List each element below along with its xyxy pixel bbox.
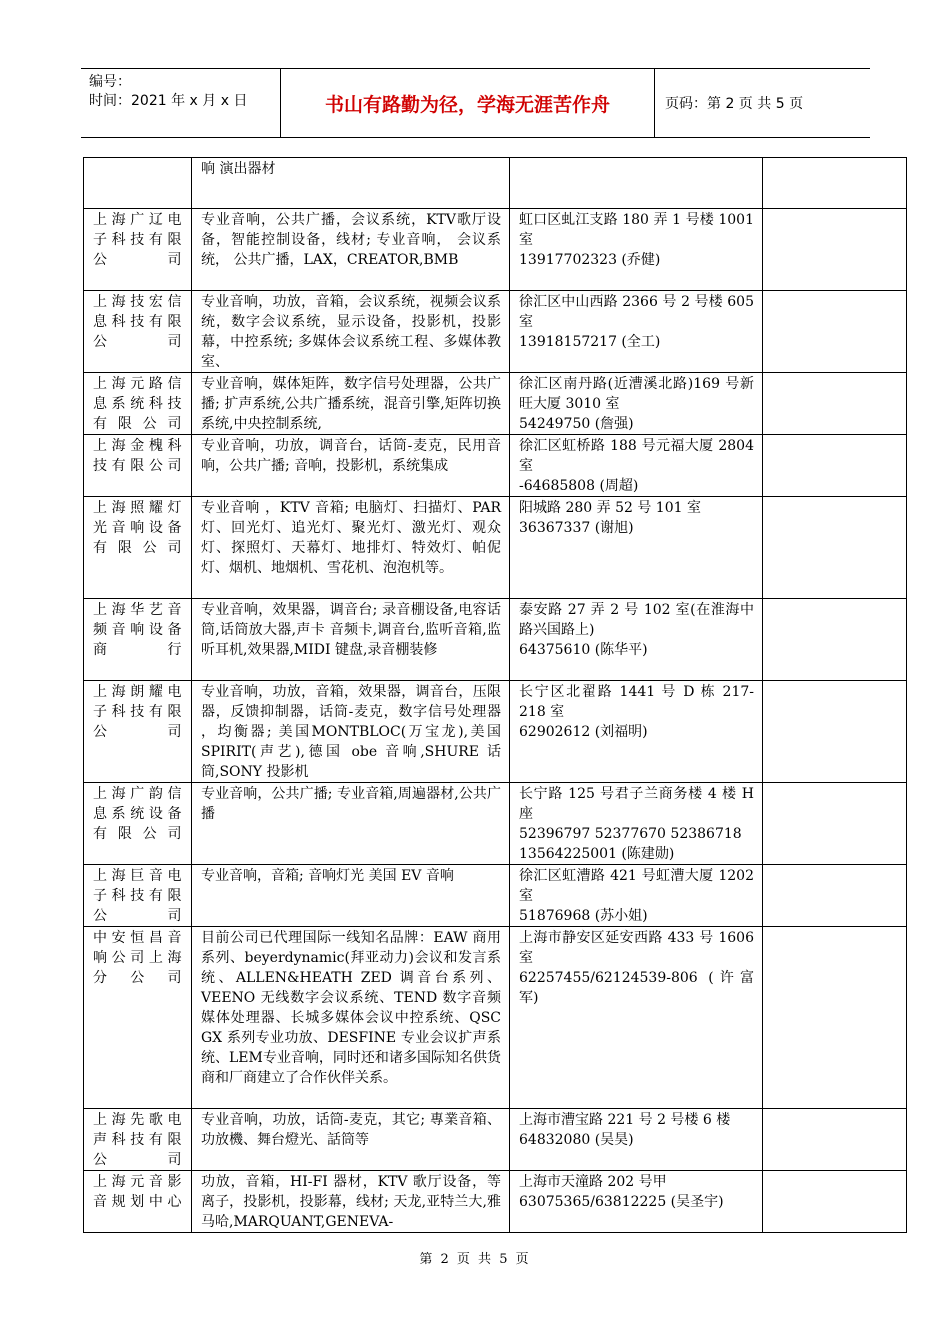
products-cell: 专业音响，功放，话筒-麦克，其它; 專業音箱、功放機、舞台燈光、話筒等 bbox=[192, 1109, 510, 1171]
company-name-cell: 上海金槐科技有限公司 bbox=[84, 435, 192, 497]
address-contact-cell: 长宁路 125 号君子兰商务楼 4 楼 H 座 52396797 52377670 52386718 13564225001 (陈建勋) bbox=[510, 783, 763, 865]
empty-cell bbox=[763, 1171, 907, 1233]
company-name-cell: 上海广辽电子科技有限公司 bbox=[84, 209, 192, 291]
address-contact-cell: 上海市静安区延安西路 433 号 1606 室 62257455/62124539-806 (许富军) bbox=[510, 927, 763, 1109]
table-row bbox=[84, 1109, 907, 1171]
address-contact-cell: 徐汇区虹桥路 188 号元福大厦 2804 室 -64685808 (周超) bbox=[510, 435, 763, 497]
company-name-cell: 上海照耀灯光音响设备有限公司 bbox=[84, 497, 192, 599]
products-cell: 响 演出器材 bbox=[192, 158, 510, 209]
table-row bbox=[84, 435, 907, 497]
table-row bbox=[84, 865, 907, 927]
table-row bbox=[84, 1171, 907, 1233]
table-row bbox=[84, 373, 907, 435]
header-page-indicator: 页码：第 2 页 共 5 页 bbox=[665, 96, 804, 112]
empty-cell bbox=[763, 158, 907, 209]
company-name-cell: 中安恒昌音响公司上海分公司 bbox=[84, 927, 192, 1109]
company-name-cell: 上海技宏信息科技有限公司 bbox=[84, 291, 192, 373]
empty-cell bbox=[763, 681, 907, 783]
address-contact-cell: 徐汇区南丹路(近漕溪北路)169 号新旺大厦 3010 室 54249750 (詹强) bbox=[510, 373, 763, 435]
company-name-cell bbox=[84, 158, 192, 209]
table-row bbox=[84, 599, 907, 681]
empty-cell bbox=[763, 291, 907, 373]
supplier-table bbox=[83, 157, 907, 1233]
address-contact-cell: 虹口区虬江支路 180 弄 1 号楼 1001 室 13917702323 (乔健) bbox=[510, 209, 763, 291]
products-cell: 目前公司已代理国际一线知名品牌：EAW 商用系列、beyerdynamic(拜亚动力)会议和发言系统、ALLEN&HEATH ZED 调音台系列、VEENO 无线数字会议系统、TEND 数字音频媒体处理器、长城多媒体会议中控系统、QSC GX 系列专业功放、DESFINE 专业会议扩声系统、LEM专业音响，同时还和诸多国际知名供货商和厂商建立了合作伙伴关系。 bbox=[192, 927, 510, 1109]
address-contact-cell: 徐汇区虹漕路 421 号虹漕大厦 1202 室 51876968 (苏小姐) bbox=[510, 865, 763, 927]
table-row bbox=[84, 209, 907, 291]
products-cell: 专业音响 ，KTV 音箱; 电脑灯、扫描灯、PAR 灯、回光灯、追光灯、聚光灯、激光灯、观众灯、探照灯、天幕灯、地排灯、特效灯、帕伲灯、烟机、地烟机、雪花机、泡泡机等。 bbox=[192, 497, 510, 599]
products-cell: 专业音响，公共广播，会议系统，KTV歌厅设备，智能控制设备，线材; 专业音响， 会议系统， 公共广播，LAX，CREATOR,BMB bbox=[192, 209, 510, 291]
empty-cell bbox=[763, 599, 907, 681]
empty-cell bbox=[763, 497, 907, 599]
company-name-cell: 上海朗耀电子科技有限公司 bbox=[84, 681, 192, 783]
company-name-cell: 上海华艺音频音响设备商行 bbox=[84, 599, 192, 681]
company-name-cell: 上海元路信息系统科技有限公司 bbox=[84, 373, 192, 435]
header-motto: 书山有路勤为径，学海无涯苦作舟 bbox=[281, 69, 655, 137]
products-cell: 专业音响，音箱; 音响灯光 美国 EV 音响 bbox=[192, 865, 510, 927]
document-number-label: 编号： bbox=[89, 74, 131, 90]
address-contact-cell bbox=[510, 158, 763, 209]
company-name-cell: 上海巨音电子科技有限公司 bbox=[84, 865, 192, 927]
company-name-cell: 上海元音影音规划中心 bbox=[84, 1171, 192, 1233]
empty-cell bbox=[763, 435, 907, 497]
address-contact-cell: 徐汇区中山西路 2366 号 2 号楼 605 室 13918157217 (全工) bbox=[510, 291, 763, 373]
address-contact-cell: 长宁区北翟路 1441 号 D 栋 217-218 室 62902612 (刘福明) bbox=[510, 681, 763, 783]
products-cell: 专业音响，效果器，调音台; 录音棚设备,电容话筒,话筒放大器,声卡 音频卡,调音台,监听音箱,监听耳机,效果器,MIDI 键盘,录音棚装修 bbox=[192, 599, 510, 681]
page-header bbox=[81, 68, 870, 138]
empty-cell bbox=[763, 783, 907, 865]
products-cell: 功放，音箱，HI-FI 器材，KTV 歌厅设备，等离子，投影机，投影幕，线材; 天龙,亚特兰大,雅马哈,MARQUANT,GENEVA- bbox=[192, 1171, 510, 1233]
address-contact-cell: 上海市漕宝路 221 号 2 号楼 6 楼 64832080 (吴昊) bbox=[510, 1109, 763, 1171]
products-cell: 专业音响，功放，音箱，会议系统，视频会议系统，数字会议系统，显示设备，投影机，投影幕，中控系统; 多媒体会议系统工程、多媒体教室、 bbox=[192, 291, 510, 373]
table-row bbox=[84, 291, 907, 373]
address-contact-cell: 泰安路 27 弄 2 号 102 室(在淮海中路兴国路上) 64375610 (陈华平) bbox=[510, 599, 763, 681]
table-row bbox=[84, 927, 907, 1109]
empty-cell bbox=[763, 927, 907, 1109]
header-meta bbox=[81, 69, 281, 137]
document-date-label: 时间：2021 年 x 月 x 日 bbox=[89, 93, 248, 109]
empty-cell bbox=[763, 209, 907, 291]
address-contact-cell: 上海市天潼路 202 号甲 63075365/63812225 (吴圣宇) bbox=[510, 1171, 763, 1233]
table-row bbox=[84, 783, 907, 865]
products-cell: 专业音响，媒体矩阵，数字信号处理器，公共广播; 扩声系统,公共广播系统，混音引擎,矩阵切换系统,中央控制系统, bbox=[192, 373, 510, 435]
products-cell: 专业音响，公共广播; 专业音箱,周遍器材,公共广播 bbox=[192, 783, 510, 865]
empty-cell bbox=[763, 373, 907, 435]
table-row bbox=[84, 681, 907, 783]
products-cell: 专业音响，功放，音箱，效果器，调音台，压限器，反馈抑制器，话筒-麦克，数字信号处理器 ，均衡器; 美国MONTBLOC(万宝龙),美国 SPIRIT(声艺),德国 obe 音响,SHURE 话筒,SONY 投影机 bbox=[192, 681, 510, 783]
products-cell: 专业音响，功放，调音台，话筒-麦克，民用音响，公共广播; 音响，投影机，系统集成 bbox=[192, 435, 510, 497]
company-name-cell: 上海先歌电声科技有限公司 bbox=[84, 1109, 192, 1171]
table-row bbox=[84, 497, 907, 599]
empty-cell bbox=[763, 865, 907, 927]
page-footer: 第 2 页 共 5 页 bbox=[419, 1252, 531, 1267]
address-contact-cell: 阳城路 280 弄 52 号 101 室 36367337 (谢旭) bbox=[510, 497, 763, 599]
company-name-cell: 上海广韵信息系统设备有限公司 bbox=[84, 783, 192, 865]
empty-cell bbox=[763, 1109, 907, 1171]
table-row bbox=[84, 158, 907, 209]
